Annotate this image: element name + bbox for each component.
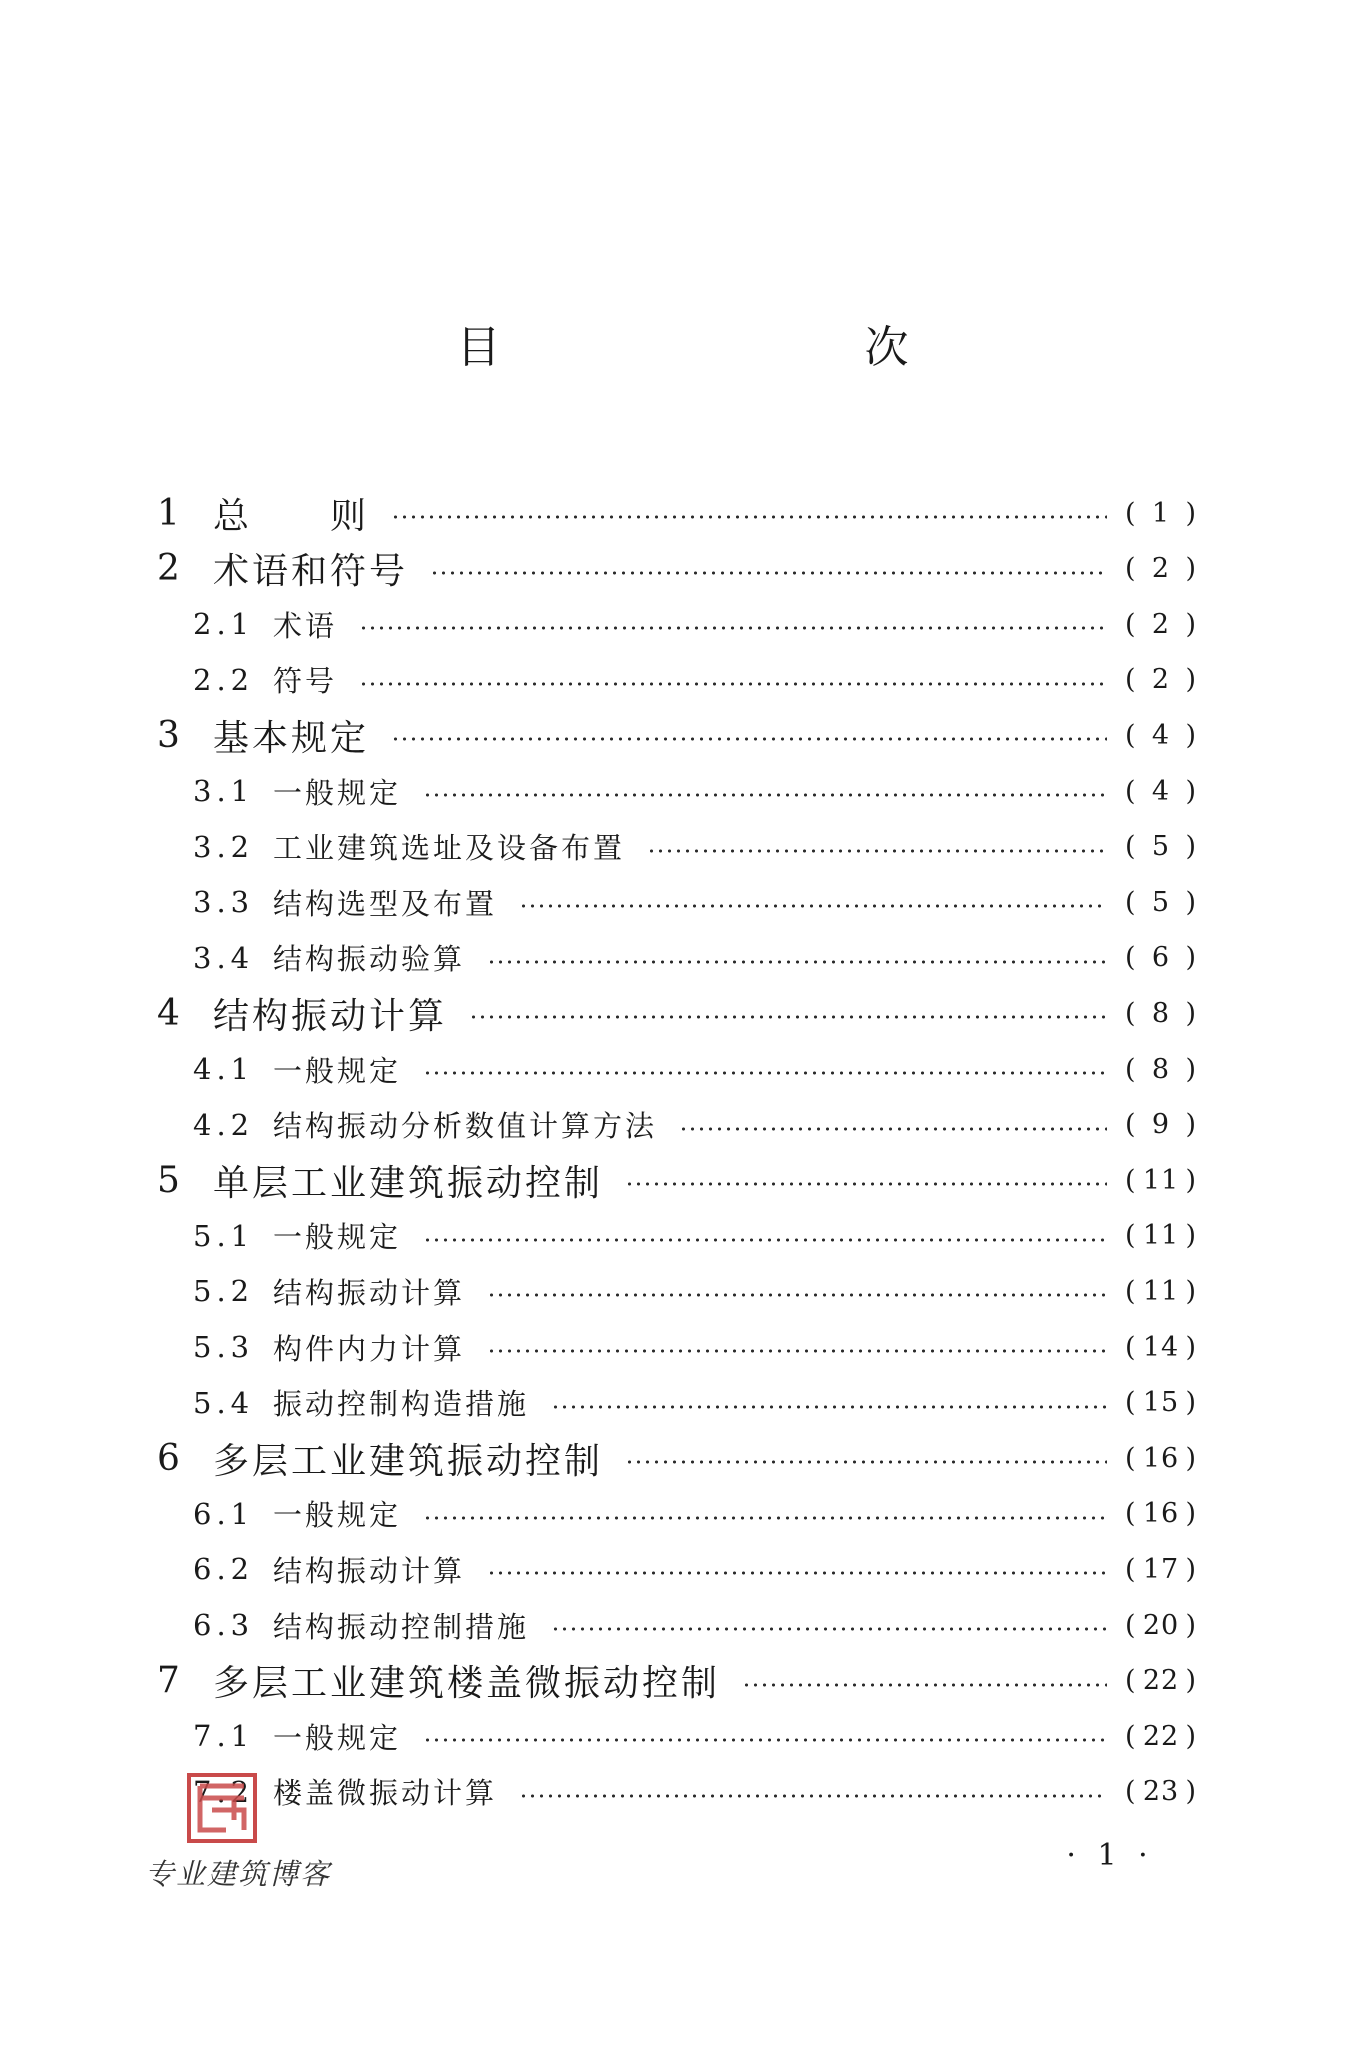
toc-page-number: 16 — [1142, 1498, 1180, 1530]
toc-entry-number: 6 — [157, 1437, 185, 1479]
toc-page-number: 4 — [1151, 719, 1171, 751]
toc-dot-leader — [487, 1349, 1107, 1353]
paren-open: ( — [1125, 1553, 1137, 1585]
toc-page-number: 6 — [1151, 942, 1171, 974]
toc-dot-leader — [679, 1127, 1107, 1131]
paren-close: ) — [1185, 775, 1197, 807]
toc-entry-label: 结构振动计算 — [213, 995, 448, 1037]
toc-page-number: 8 — [1151, 997, 1171, 1029]
toc-entry-label: 结构振动分析数值计算方法 — [273, 1109, 658, 1144]
toc-dot-leader — [551, 1405, 1107, 1409]
toc-dot-leader — [487, 960, 1107, 964]
toc-page-number: 22 — [1142, 1720, 1180, 1752]
paren-open: ( — [1125, 608, 1137, 640]
toc-entry — [193, 877, 1197, 927]
toc-dot-leader — [487, 1571, 1107, 1575]
toc-entry — [193, 766, 1197, 816]
toc-entry — [193, 599, 1197, 649]
toc-page-number: 15 — [1142, 1387, 1180, 1419]
paren-close: ) — [1185, 1275, 1197, 1307]
toc-dot-leader — [519, 1794, 1107, 1798]
toc-entry-number: 3.2 — [193, 829, 255, 864]
toc-dot-leader — [423, 1738, 1107, 1742]
toc-entry-label: 术语 — [273, 608, 338, 643]
toc-entry-number: 4.1 — [193, 1052, 255, 1086]
toc-entry-page — [1125, 1665, 1197, 1696]
paren-open: ( — [1125, 1331, 1137, 1363]
toc-entry-page — [1125, 887, 1197, 918]
toc-entry — [193, 822, 1197, 872]
toc-entry-label: 单层工业建筑振动控制 — [213, 1162, 604, 1204]
toc-entry-label: 术语和符号 — [213, 551, 409, 593]
toc-entry-page — [1125, 1776, 1197, 1807]
toc-page-number: 17 — [1142, 1553, 1180, 1585]
toc-page-number: 11 — [1142, 1275, 1180, 1307]
toc-entry-number: 5.1 — [193, 1218, 255, 1253]
toc-entry-page — [1125, 1220, 1197, 1251]
toc-entry-page — [1125, 1276, 1197, 1307]
toc-entry — [157, 1155, 1197, 1205]
toc-entry-label: 结构振动计算 — [273, 1275, 466, 1310]
paren-open: ( — [1125, 1720, 1137, 1752]
paren-close: ) — [1185, 831, 1197, 863]
toc-page-number: 2 — [1151, 664, 1171, 696]
toc-entry-page — [1125, 1387, 1197, 1418]
toc-page-number: 4 — [1151, 775, 1171, 807]
toc-entry-page — [1125, 1554, 1197, 1585]
toc-dot-leader — [742, 1683, 1107, 1687]
paren-open: ( — [1125, 1275, 1137, 1307]
toc-entry-number: 3 — [157, 714, 185, 756]
paren-close: ) — [1185, 886, 1197, 918]
toc-entry-number: 4.2 — [193, 1107, 255, 1142]
toc-page-number: 2 — [1151, 553, 1171, 585]
toc-entry-page — [1125, 1332, 1197, 1363]
paren-close: ) — [1185, 719, 1197, 751]
toc-entry — [193, 1378, 1197, 1428]
toc-entry-page — [1125, 720, 1197, 751]
paren-close: ) — [1185, 1109, 1197, 1141]
toc-entry-page — [1125, 1054, 1197, 1085]
paren-open: ( — [1125, 831, 1137, 863]
toc-entry-page — [1125, 1721, 1197, 1752]
paren-open: ( — [1125, 1498, 1137, 1530]
paren-close: ) — [1185, 1442, 1197, 1474]
toc-entry-page — [1125, 553, 1197, 584]
toc-entry-page — [1125, 831, 1197, 862]
toc-page-number: 16 — [1142, 1442, 1180, 1474]
toc-entry-number: 6.2 — [193, 1552, 255, 1587]
toc-entry-number: 6.3 — [193, 1608, 255, 1642]
toc-entry-page — [1125, 998, 1197, 1029]
toc-page-number: 5 — [1151, 886, 1171, 918]
toc-entry-label: 一般规定 — [273, 1720, 402, 1755]
paren-close: ) — [1185, 664, 1197, 696]
toc-entry-number: 5.3 — [193, 1330, 255, 1364]
paren-close: ) — [1185, 1665, 1197, 1697]
paren-close: ) — [1185, 1331, 1197, 1363]
toc-entry-label: 结构振动验算 — [273, 942, 466, 977]
toc-entry-number: 1 — [157, 492, 185, 534]
toc-entry-label: 总 则 — [213, 495, 370, 537]
paren-open: ( — [1125, 775, 1137, 807]
toc-entry — [157, 1433, 1197, 1483]
toc-entry — [193, 1600, 1197, 1650]
toc-page-number: 8 — [1151, 1053, 1171, 1085]
paren-open: ( — [1125, 1220, 1137, 1252]
toc-dot-leader — [487, 1293, 1107, 1297]
toc-entry-label: 一般规定 — [273, 1220, 402, 1255]
toc-entry-label: 结构选型及布置 — [273, 886, 498, 921]
toc-entry-page — [1125, 1165, 1197, 1196]
toc-entry — [193, 655, 1197, 705]
toc-dot-leader — [625, 1182, 1107, 1186]
toc-page-number: 9 — [1151, 1109, 1171, 1141]
toc-entry-number: 5.4 — [193, 1385, 255, 1420]
toc-entry-page — [1125, 498, 1197, 529]
paren-close: ) — [1185, 1164, 1197, 1196]
toc-entry-number: 2.1 — [193, 607, 255, 642]
toc-entry-label: 多层工业建筑振动控制 — [213, 1440, 604, 1482]
toc-entry-page — [1125, 776, 1197, 807]
paren-close: ) — [1185, 1053, 1197, 1085]
toc-page-number: 1 — [1151, 497, 1171, 529]
paren-close: ) — [1185, 1387, 1197, 1419]
toc-entry — [193, 1266, 1197, 1316]
toc-entry-page — [1125, 942, 1197, 973]
toc-dot-leader — [430, 571, 1107, 575]
toc-dot-leader — [551, 1627, 1107, 1631]
paren-close: ) — [1185, 1720, 1197, 1752]
toc-page-number: 20 — [1142, 1609, 1180, 1641]
paren-open: ( — [1125, 497, 1137, 529]
toc-page-number: 22 — [1142, 1665, 1180, 1697]
toc-entry-page — [1125, 1109, 1197, 1140]
toc-entry — [193, 1100, 1197, 1150]
toc-entry — [157, 710, 1197, 760]
toc-entry-label: 符号 — [273, 664, 338, 699]
paren-open: ( — [1125, 719, 1137, 751]
toc-entry — [193, 1767, 1197, 1817]
page-title: 目 次 — [456, 322, 1001, 373]
toc-entry-number: 7.1 — [193, 1719, 255, 1754]
paren-open: ( — [1125, 997, 1137, 1029]
toc-page-number: 14 — [1142, 1331, 1180, 1363]
paren-close: ) — [1185, 1553, 1197, 1585]
paren-open: ( — [1125, 1665, 1137, 1697]
paren-close: ) — [1185, 1498, 1197, 1530]
toc-dot-leader — [423, 1071, 1107, 1075]
toc-entry-number: 3.4 — [193, 940, 255, 975]
toc-entry-label: 基本规定 — [213, 717, 370, 759]
toc-dot-leader — [647, 849, 1107, 853]
toc-dot-leader — [391, 515, 1107, 519]
toc-page-number: 23 — [1142, 1776, 1180, 1808]
paren-close: ) — [1185, 608, 1197, 640]
toc-entry-label: 多层工业建筑楼盖微振动控制 — [213, 1663, 721, 1705]
toc-entry — [157, 988, 1197, 1038]
toc-entry-label: 构件内力计算 — [273, 1331, 466, 1366]
paren-open: ( — [1125, 1609, 1137, 1641]
paren-close: ) — [1185, 1776, 1197, 1808]
paren-close: ) — [1185, 942, 1197, 974]
toc-dot-leader — [625, 1460, 1107, 1464]
page-number-footer: · 1 · — [1066, 1838, 1154, 1873]
toc-entry — [193, 933, 1197, 983]
paren-open: ( — [1125, 1109, 1137, 1141]
toc-entry-label: 楼盖微振动计算 — [273, 1776, 498, 1811]
toc-entry-page — [1125, 609, 1197, 640]
toc-dot-leader — [423, 793, 1107, 797]
toc-entry — [193, 1711, 1197, 1761]
toc-entry — [193, 1544, 1197, 1594]
toc-entry-page — [1125, 1443, 1197, 1474]
toc-dot-leader — [423, 1516, 1107, 1520]
toc-entry — [193, 1322, 1197, 1372]
toc-entry — [157, 1656, 1197, 1706]
paren-open: ( — [1125, 1387, 1137, 1419]
toc-entry-page — [1125, 1610, 1197, 1641]
watermark-text: 专业建筑博客 — [145, 1857, 332, 1891]
toc-entry-label: 一般规定 — [273, 775, 402, 810]
toc-entry-page — [1125, 1498, 1197, 1529]
toc-entry-label: 一般规定 — [273, 1498, 402, 1533]
paren-open: ( — [1125, 553, 1137, 585]
toc-entry — [193, 1489, 1197, 1539]
paren-open: ( — [1125, 1053, 1137, 1085]
toc-entry — [193, 1211, 1197, 1261]
toc-dot-leader — [423, 1238, 1107, 1242]
toc-entry-number: 7.2 — [193, 1774, 255, 1809]
toc-dot-leader — [359, 626, 1107, 630]
paren-open: ( — [1125, 1442, 1137, 1474]
toc-page-number: 2 — [1151, 608, 1171, 640]
toc-entry-number: 5.2 — [193, 1274, 255, 1309]
toc-entry-number: 6.1 — [193, 1496, 255, 1531]
toc-entry — [157, 488, 1197, 538]
toc-entry-page — [1125, 664, 1197, 695]
toc-entry-number: 5 — [157, 1159, 185, 1201]
toc-entry-number: 7 — [157, 1660, 185, 1702]
toc-entry-number: 4 — [157, 992, 185, 1034]
toc-entry-number: 3.3 — [193, 885, 255, 920]
toc-entry — [193, 1044, 1197, 1094]
toc-page-number: 5 — [1151, 831, 1171, 863]
paren-open: ( — [1125, 886, 1137, 918]
toc-entry-number: 2 — [157, 548, 185, 590]
paren-open: ( — [1125, 664, 1137, 696]
toc-entry-label: 一般规定 — [273, 1053, 402, 1088]
toc-entry-label: 工业建筑选址及设备布置 — [273, 831, 626, 866]
toc-entry-label: 结构振动计算 — [273, 1553, 466, 1588]
toc-page-number: 11 — [1142, 1220, 1180, 1252]
toc-entry-label: 结构振动控制措施 — [273, 1609, 530, 1644]
toc-entry-number: 2.2 — [193, 662, 255, 697]
paren-open: ( — [1125, 1776, 1137, 1808]
paren-close: ) — [1185, 553, 1197, 585]
toc-dot-leader — [359, 682, 1107, 686]
toc-page-number: 11 — [1142, 1164, 1180, 1196]
seal-logo-icon — [186, 1772, 258, 1844]
toc-dot-leader — [469, 1015, 1107, 1019]
toc-entry — [157, 544, 1197, 594]
paren-close: ) — [1185, 997, 1197, 1029]
toc-dot-leader — [391, 737, 1107, 741]
paren-open: ( — [1125, 1164, 1137, 1196]
paren-close: ) — [1185, 1609, 1197, 1641]
toc-entry-label: 振动控制构造措施 — [273, 1387, 530, 1422]
toc-dot-leader — [519, 904, 1107, 908]
paren-close: ) — [1185, 1220, 1197, 1252]
paren-open: ( — [1125, 942, 1137, 974]
paren-close: ) — [1185, 497, 1197, 529]
toc-entry-number: 3.1 — [193, 774, 255, 808]
